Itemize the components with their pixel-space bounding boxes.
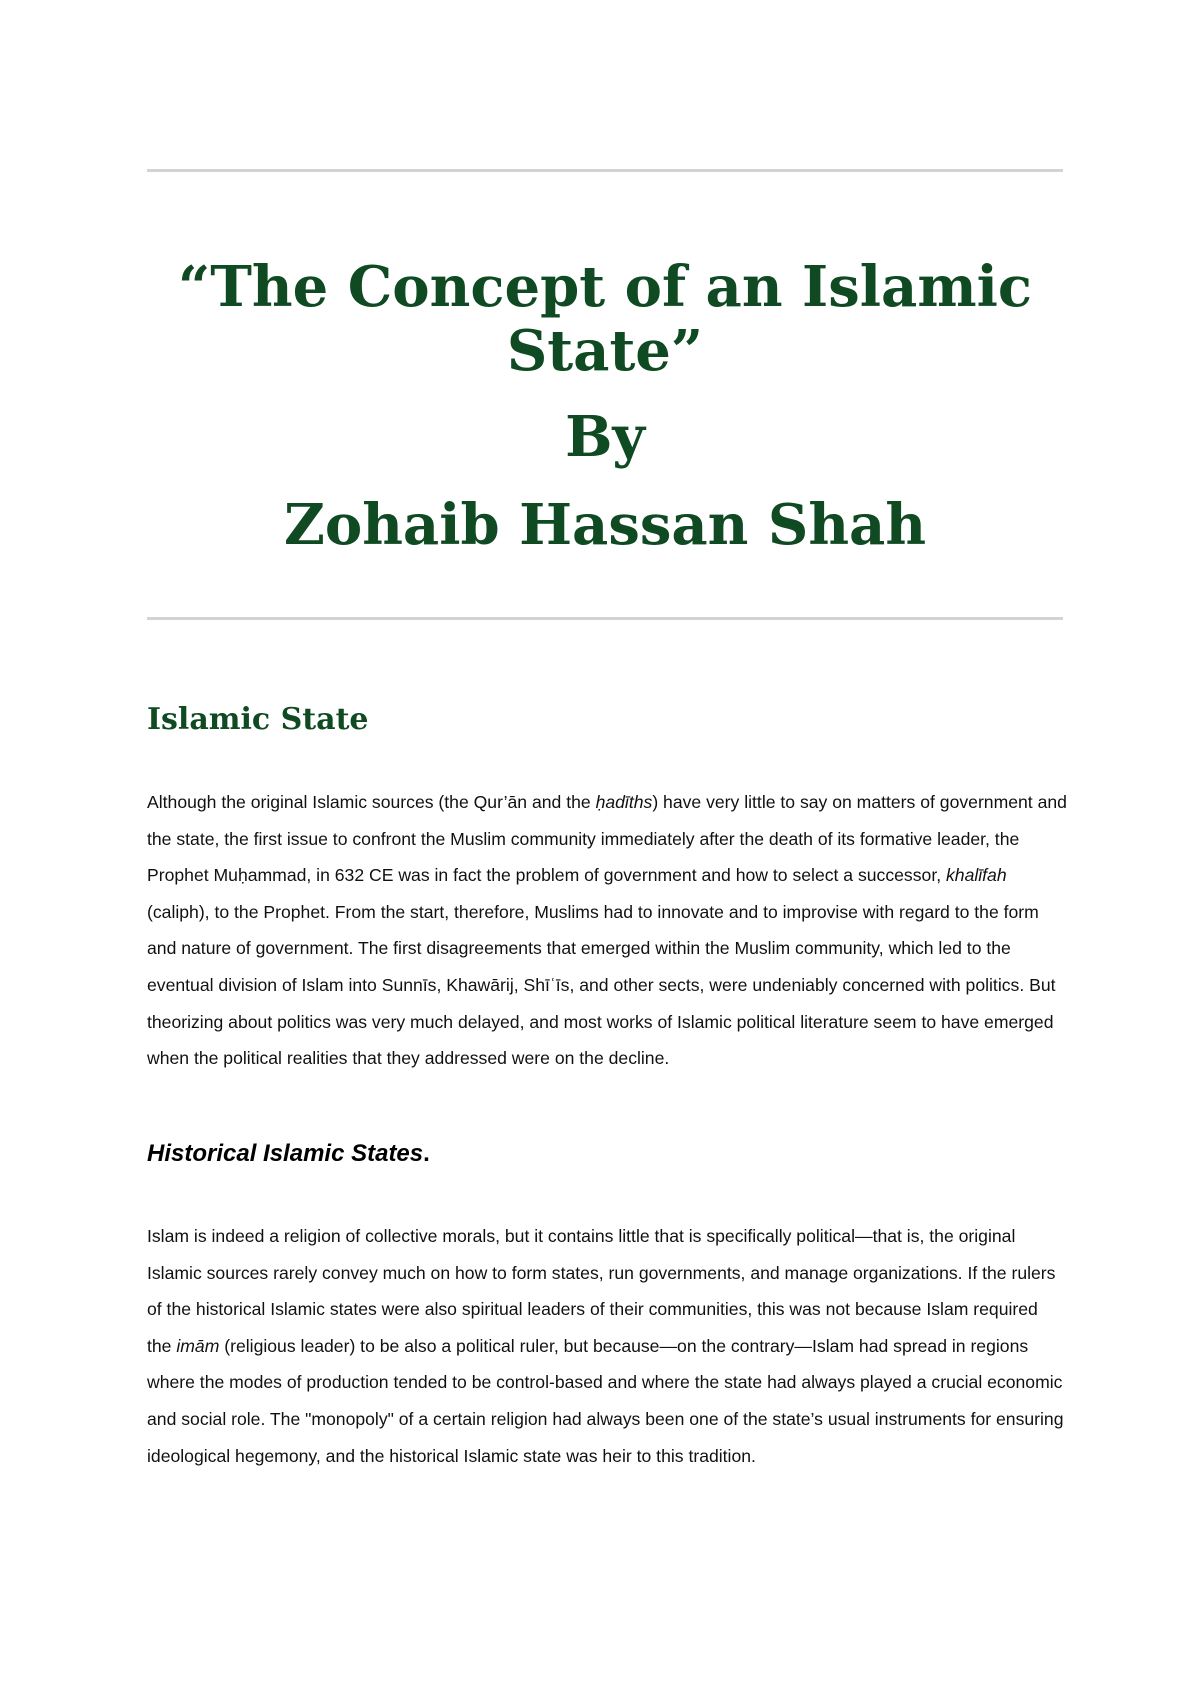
section-heading: Islamic State: [147, 702, 369, 737]
italic-term: khalīfah: [945, 865, 1007, 886]
bottom-divider: [147, 617, 1063, 620]
document-title-line-1: “The Concept of an Islamic: [178, 254, 1032, 320]
body-paragraph-1: [147, 784, 1067, 1077]
sub-heading-period: .: [423, 1140, 430, 1167]
title-block: [147, 255, 1063, 557]
paragraph-text: Although the original Islamic sources (the Qur’ān and the: [147, 792, 596, 812]
author-name: Zohaib Hassan Shah: [283, 492, 927, 558]
paragraph-text: Islam is indeed a religion of collective morals, but it contains little that is specifically political—that is, the original Islamic sources rarely convey much on how to form states, run governments, and manage organizations. If the rulers of the historical Islamic states were also spiritual leaders of their communities, this was not because Islam required the: [147, 1226, 1056, 1356]
sub-heading: [147, 1138, 430, 1170]
italic-term: ḥadīths: [595, 792, 653, 812]
paragraph-text: ) have very little to say on matters of government and the state, the first issue to confront the Muslim community immediately after the death of its formative leader, the Prophet Muḥammad, in 632 CE was in fact the problem of government and how to select a successor,: [147, 792, 1067, 886]
paragraph-text: (religious leader) to be also a political ruler, but because—on the contrary—Islam had spread in regions where the modes of production tended to be control-based and where the state had always played a crucial economic and social role. The "monopoly" of a certain religion had always been one of the state’s usual instruments for ensuring ideological hegemony, and the historical Islamic state was heir to this tradition.: [147, 1335, 1064, 1466]
by-label: By: [565, 404, 645, 470]
italic-term: imām: [176, 1335, 220, 1356]
body-paragraph-2: [147, 1218, 1067, 1474]
document-title-line-2: State”: [506, 318, 704, 384]
paragraph-text: (caliph), to the Prophet. From the start, therefore, Muslims had to innovate and to improvise with regard to the form and nature of government. The first disagreements that emerged within the Muslim community, which led to the eventual division of Islam into Sunnīs, Khawārij, Shīʿīs, and other sects, were undeniably concerned with politics. But theorizing about politics was very much delayed, and most works of Islamic political literature seem to have emerged when the political realities that they addressed were on the decline.: [147, 901, 1056, 1069]
top-divider: [147, 169, 1063, 172]
sub-heading-text: Historical Islamic States: [147, 1140, 424, 1167]
